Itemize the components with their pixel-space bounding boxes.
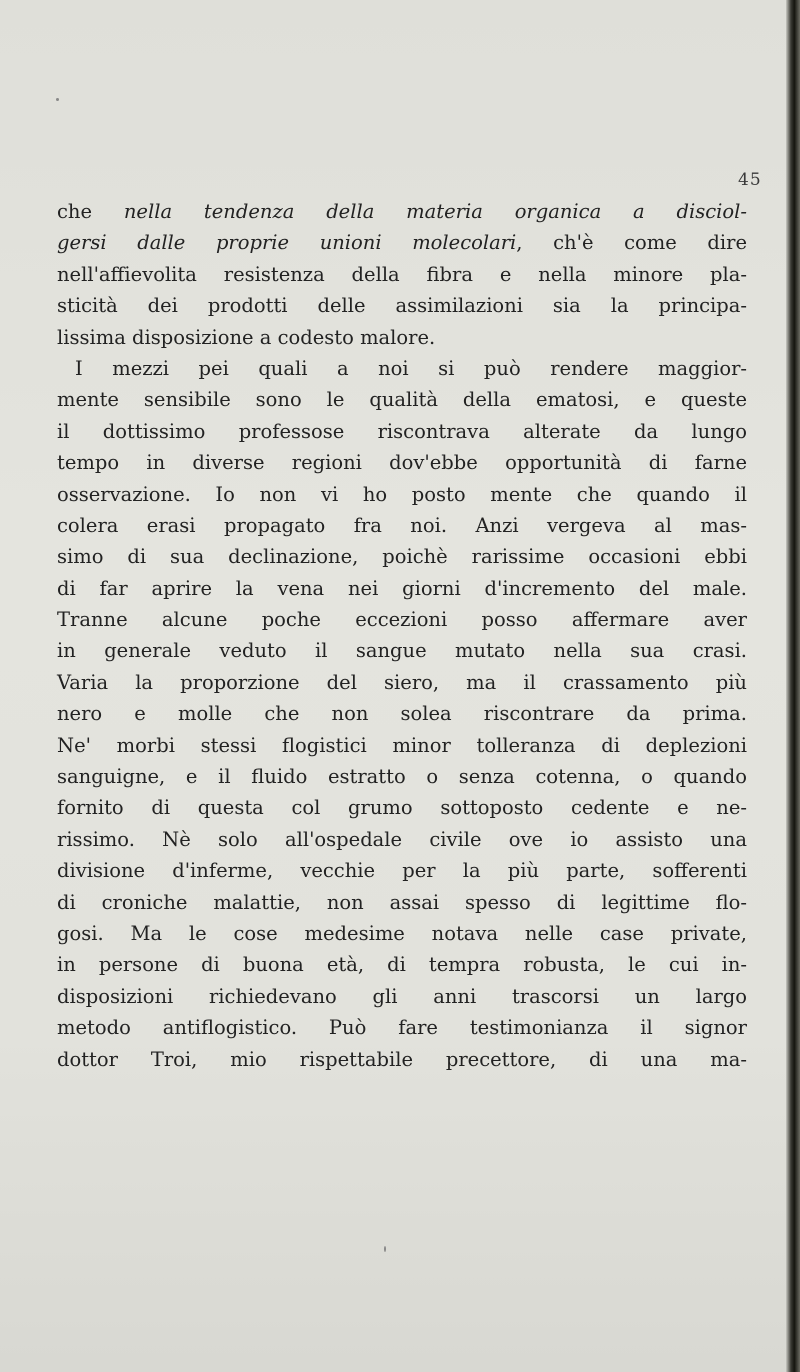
- text-line: [57, 604, 747, 635]
- text-line: [57, 761, 747, 792]
- text-line: [57, 353, 747, 384]
- text-line: [57, 196, 747, 227]
- line-text: sticità dei prodotti delle assimilazioni sia la principa-: [57, 294, 747, 318]
- line-italic-text: nella tendenza della materia organica a disciol-: [123, 200, 747, 223]
- text-line: [57, 259, 747, 290]
- text-line: [57, 384, 747, 415]
- line-text: Ne' morbi stessi flogistici minor tolleranza di deplezioni: [57, 733, 747, 757]
- line-text: I mezzi pei quali a noi si può rendere maggior-: [75, 356, 747, 380]
- line-text: mente sensibile sono le qualità della ematosi, e queste: [57, 388, 747, 412]
- line-text: fornito di questa col grumo sottoposto cedente e ne-: [57, 796, 747, 820]
- page-number: 45: [738, 170, 762, 190]
- paper-speck: [56, 98, 59, 101]
- body-text: [57, 196, 747, 1075]
- line-text: il dottissimo professose riscontrava alterate da lungo: [57, 419, 747, 443]
- text-line: [57, 792, 747, 823]
- line-text: in persone di buona età, di tempra robusta, le cui in-: [57, 953, 747, 977]
- line-text: nero e molle che non solea riscontrare da prima.: [57, 702, 747, 726]
- text-line: [57, 541, 747, 572]
- text-line: [57, 416, 747, 447]
- text-line: [57, 730, 747, 761]
- line-text: che: [57, 200, 124, 223]
- text-line: [57, 887, 747, 918]
- text-line: [57, 447, 747, 478]
- line-text: disposizioni richiedevano gli anni trascorsi un largo: [57, 984, 747, 1008]
- line-text: lissima disposizione a codesto malore.: [57, 325, 436, 349]
- text-line: [57, 227, 747, 258]
- text-line: [57, 698, 747, 729]
- line-text: nell'affievolita resistenza della fibra e nella minore pla-: [57, 262, 747, 286]
- text-line: [57, 1044, 747, 1075]
- text-line: [57, 1012, 747, 1043]
- text-line: [57, 479, 747, 510]
- line-text: simo di sua declinazione, poichè rarissime occasioni ebbi: [57, 545, 747, 569]
- line-text: di croniche malattie, non assai spesso di legittime flo-: [57, 890, 747, 914]
- line-text: di far aprire la vena nei giorni d'incremento del male.: [57, 576, 747, 600]
- text-line: [57, 981, 747, 1012]
- line-text-tail: , ch'è come dire: [516, 231, 748, 255]
- line-italic-text: gersi dalle proprie unioni molecolari: [57, 231, 517, 255]
- text-line: [57, 855, 747, 886]
- line-text: dottor Troi, mio rispettabile precettore, di una ma-: [57, 1047, 747, 1071]
- line-text: Varia la proporzione del siero, ma il crassamento più: [57, 670, 747, 694]
- book-binding-edge: [786, 0, 800, 1372]
- text-line: [57, 635, 747, 666]
- text-line: [57, 322, 747, 353]
- line-text: in generale veduto il sangue mutato nella sua crasi.: [57, 639, 747, 663]
- line-text: gosi. Ma le cose medesime notava nelle case private,: [57, 921, 747, 945]
- text-line: [57, 667, 747, 698]
- line-text: osservazione. Io non vi ho posto mente che quando il: [57, 482, 747, 506]
- paper-speck: [384, 1246, 386, 1252]
- text-line: [57, 824, 747, 855]
- text-line: [57, 918, 747, 949]
- line-text: Tranne alcune poche eccezioni posso affermare aver: [57, 608, 747, 632]
- line-text: divisione d'inferme, vecchie per la più parte, sofferenti: [57, 859, 747, 883]
- line-text: sanguigne, e il fluido estratto o senza cotenna, o quando: [57, 765, 747, 789]
- line-text: rissimo. Nè solo all'ospedale civile ove io assisto una: [57, 827, 747, 851]
- text-line: [57, 290, 747, 321]
- text-line: [57, 510, 747, 541]
- text-line: [57, 573, 747, 604]
- line-text: tempo in diverse regioni dov'ebbe opportunità di farne: [57, 451, 747, 475]
- line-text: colera erasi propagato fra noi. Anzi vergeva al mas-: [57, 513, 747, 537]
- line-text: metodo antiflogistico. Può fare testimonianza il signor: [57, 1016, 747, 1040]
- text-line: [57, 949, 747, 980]
